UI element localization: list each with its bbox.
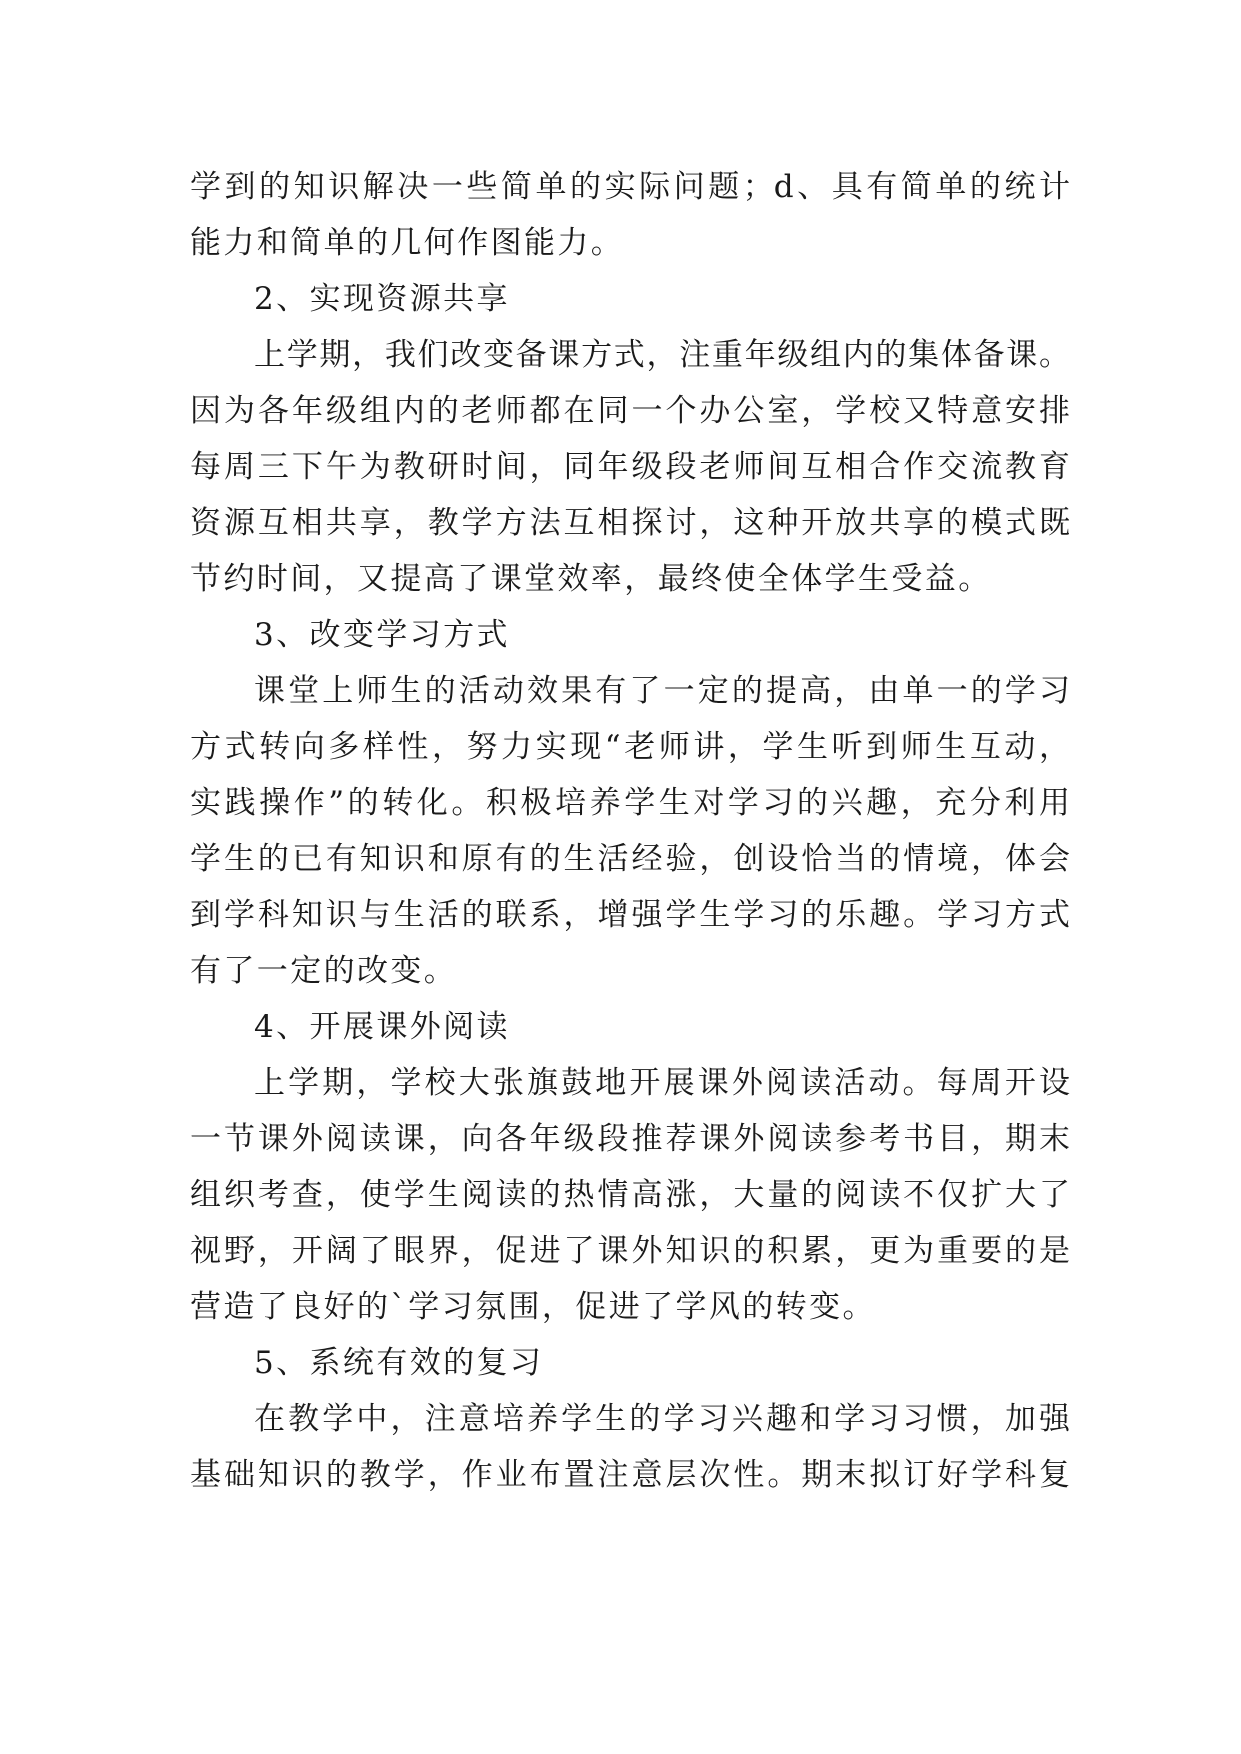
body-text-line: 组织考查，使学生阅读的热情高涨，大量的阅读不仅扩大了 (190, 1177, 1070, 1213)
body-text-line: 学生的已有知识和原有的生活经验，创设恰当的情境，体会 (190, 841, 1070, 877)
paragraph-first-line: 课堂上师生的活动效果有了一定的提高，由单一的学习 (254, 673, 1070, 709)
body-text-line: 节约时间，又提高了课堂效率，最终使全体学生受益。 (190, 561, 992, 597)
paragraph-first-line: 上学期，学校大张旗鼓地开展课外阅读活动。每周开设 (254, 1065, 1070, 1101)
body-text-line: 学到的知识解决一些简单的实际问题；d、具有简单的统计 (190, 169, 1070, 205)
body-text-line: 方式转向多样性，努力实现“老师讲，学生听到师生互动， (190, 729, 1070, 765)
section-heading: 4、开展课外阅读 (254, 1009, 510, 1045)
body-text-line: 能力和简单的几何作图能力。 (190, 225, 625, 261)
section-heading: 5、系统有效的复习 (254, 1345, 544, 1381)
body-text-line: 有了一定的改变。 (190, 953, 458, 989)
body-text-line: 视野，开阔了眼界，促进了课外知识的积累，更为重要的是 (190, 1233, 1070, 1269)
paragraph-first-line: 上学期，我们改变备课方式，注重年级组内的集体备课。 (254, 337, 1070, 373)
body-text-line: 一节课外阅读课，向各年级段推荐课外阅读参考书目，期末 (190, 1121, 1070, 1157)
body-text-line: 营造了良好的`学习氛围，促进了学风的转变。 (190, 1289, 876, 1325)
body-text-line: 每周三下午为教研时间，同年级段老师间互相合作交流教育 (190, 449, 1070, 485)
body-text-line: 到学科知识与生活的联系，增强学生学习的乐趣。学习方式 (190, 897, 1070, 933)
section-heading: 2、实现资源共享 (254, 281, 510, 317)
section-heading: 3、改变学习方式 (254, 617, 510, 653)
body-text-line: 因为各年级组内的老师都在同一个办公室，学校又特意安排 (190, 393, 1070, 429)
body-text-line: 资源互相共享，教学方法互相探讨，这种开放共享的模式既 (190, 505, 1070, 541)
body-text-line: 实践操作”的转化。积极培养学生对学习的兴趣，充分利用 (190, 785, 1070, 821)
body-text-line: 基础知识的教学，作业布置注意层次性。期末拟订好学科复 (190, 1457, 1070, 1493)
paragraph-first-line: 在教学中，注意培养学生的学习兴趣和学习习惯，加强 (254, 1401, 1070, 1437)
